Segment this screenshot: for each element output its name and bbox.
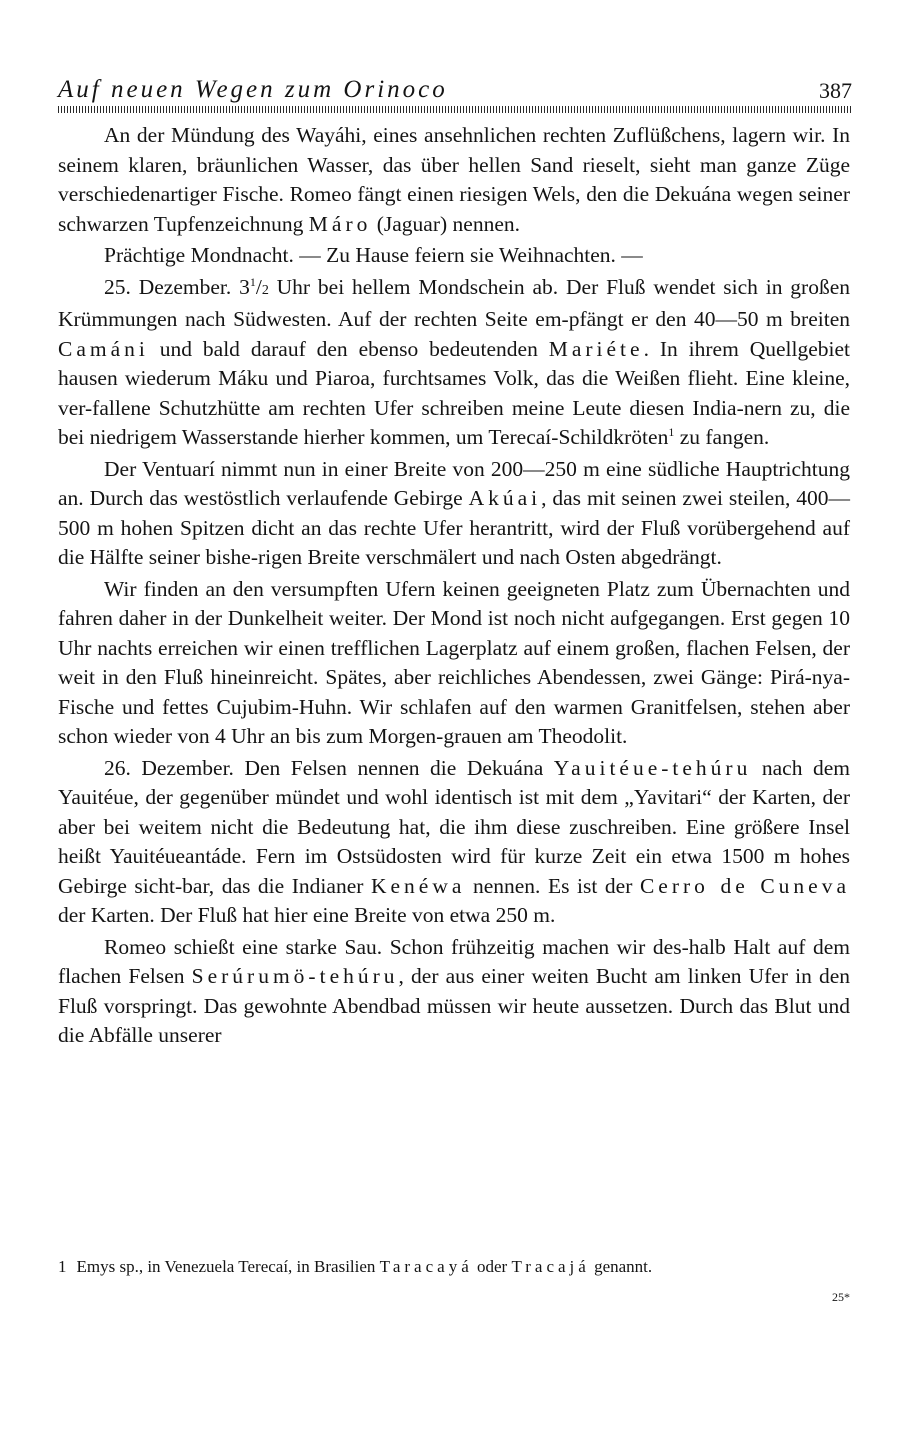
footnote-number: 1 [58, 1257, 67, 1276]
page-header [58, 76, 852, 116]
header-rule [58, 106, 852, 113]
paragraph-3: 25. Dezember. $3^1/2$ Uhr bei hellem Mondschein ab. Der Fluß wendet sich in großen Krümmungen nach Südwesten. Auf der rechten Seite em-pfängt er den 40—50 m breiten Camáni und bald darauf den ebenso bedeutenden Mariéte. In ihrem Quellgebiet hausen wiederum Máku und Piaroa, furchtsames Volk, das die Weißen flieht. Eine kleine, ver-fallene Schutzhütte am rechten Ufer schreiben meine Leute diesen India-nern zu, die bei niedrigem Wasserstande hierher kommen, um Terecaí-Schildkröten$^1$ zu fangen. [58, 274, 851, 449]
footnote: 1 Emys sp., in Venezuela Terecaí, in Brasilien Taracayá oder Tracajá genannt. [58, 1257, 653, 1276]
page-number: 387 [819, 78, 852, 103]
paragraph-1: An der Mündung des Wayáhi, eines ansehnlichen rechten Zuflüßchens, lagern wir. In seinem klaren, bräunlichen Wasser, das über hellen Sand rieselt, sieht man ganze Züge verschiedenartiger Fische. Romeo fängt einen riesigen Wels, den die Dekuána wegen seiner schwarzen Tupfenzeichnung Máro (Jaguar) nennen. [58, 123, 850, 236]
running-title: Auf neuen Wegen zum Orinoco [58, 76, 448, 103]
paragraph-7: Romeo schießt eine starke Sau. Schon frühzeitig machen wir des-halb Halt auf dem flachen Felsen Serúrumö-tehúru, der aus einer weiten Bucht am linken Ufer in den Fluß vorspringt. Das gewohnte Abendbad müssen wir heute aussetzen. Durch das Blut und die Abfälle unserer [58, 934, 850, 1047]
paragraph-6: 26. Dezember. Den Felsen nennen die Dekuána Yauitéue-tehúru nach dem Yauitéue, der gegenüber mündet und wohl identisch ist mit dem „Yavitari“ der Karten, der aber bei weitem nicht die Bedeutung hat, die ihm diese zuschreiben. Eine größere Insel heißt Yauitéueantáde. Fern im Ostsüdosten wird für kurze Zeit ein etwa 1500 m hohes Gebirge sicht-bar, das die Indianer Kenéwa nennen. Es ist der Cerro de Cuneva der Karten. Der Fluß hat hier eine Breite von etwa 250 m. [58, 755, 850, 927]
footnote-marker: 1 [668, 424, 675, 439]
body-text [58, 121, 850, 1053]
paragraph-5: Wir finden an den versumpften Ufern keinen geeigneten Platz zum Übernachten und fahren daher in der Dunkelheit weiter. Der Mond ist noch nicht aufgegangen. Erst gegen 10 Uhr nachts erreichen wir einen trefflichen Lagerplatz auf einem großen, flachen Felsen, der weit in den Fluß hineinreicht. Spätes, aber reichliches Abendessen, zwei Gänge: Pirá-nya-Fische und fettes Cujubim-Huhn. Wir schlafen auf den warmen Granitfelsen, stehen aber schon wieder von 4 Uhr an bis zum Morgen-grauen am Theodolit. [58, 576, 850, 748]
paragraph-2: Prächtige Mondnacht. — Zu Hause feiern sie Weihnachten. — [104, 243, 643, 267]
paragraph-4: Der Ventuarí nimmt nun in einer Breite von 200—250 m eine südliche Hauptrichtung an. Durch das westöstlich verlaufende Gebirge Akúai, das mit seinen zwei steilen, 400—500 m hohen Spitzen dicht an das rechte Ufer herantritt, wird der Fluß vorübergehend auf die Hälfte seiner bishe-rigen Breite verschmälert und nach Osten abgedrängt. [58, 456, 851, 569]
signature-mark: 25* [832, 1290, 850, 1304]
